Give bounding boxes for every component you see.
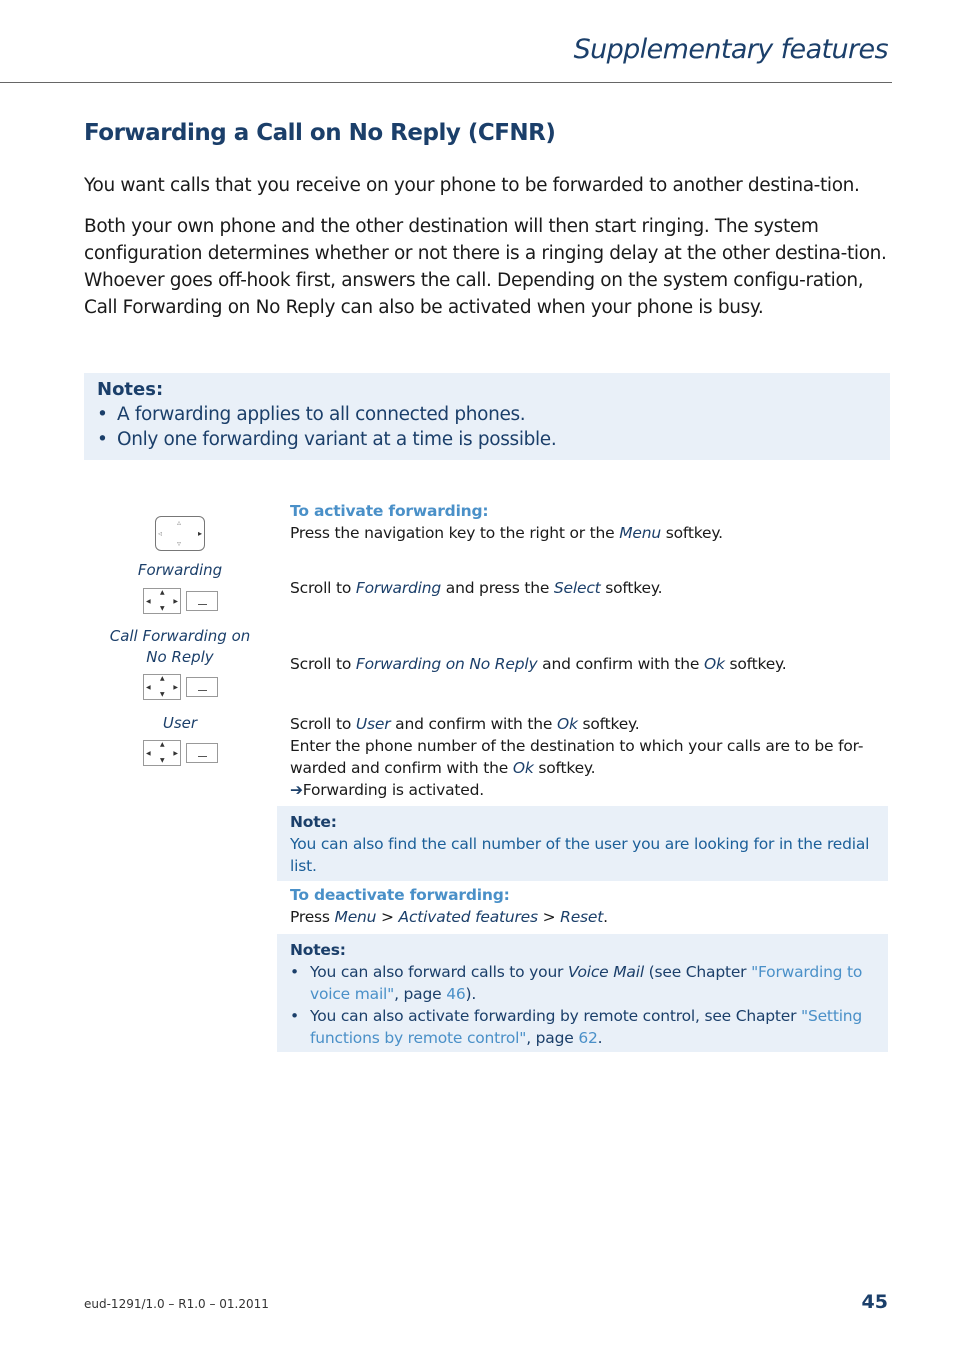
- notes-title: Notes:: [97, 379, 164, 400]
- notes-box: [84, 373, 890, 460]
- navigation-softkey-icon: ▲ ▼ ◀ ▶: [143, 674, 219, 700]
- section-title: Forwarding a Call on No Reply (CFNR): [84, 120, 556, 146]
- step-4: Scroll to User and confirm with the Ok softkey. Enter the phone number of the destination to which your calls are to be for-warded and confirm with the Ok softkey. ➔Forwarding is activated.: [290, 713, 880, 801]
- notes-item: • A forwarding applies to all connected phones.: [97, 402, 877, 427]
- arrow-right-icon: ➔: [290, 781, 303, 799]
- deactivate-steps: [290, 884, 880, 928]
- header-rule: [0, 82, 892, 83]
- menu-label-cfnr: Call Forwarding on No Reply: [109, 627, 251, 666]
- link-forwarding-to-voice-mail[interactable]: "Forwarding to voice mail": [310, 963, 863, 1003]
- note-title: Note:: [290, 813, 337, 831]
- navigation-key-icon: ▵ ▿ ◃ ▸: [155, 516, 205, 551]
- navigation-softkey-icon: ▲ ▼ ◀ ▶: [143, 740, 219, 766]
- notes-bottom-title: Notes:: [290, 941, 346, 959]
- step-2: Scroll to Forwarding and press the Select softkey.: [290, 579, 663, 597]
- deactivate-title: To deactivate forwarding:: [290, 886, 510, 904]
- running-header: Supplementary features: [573, 34, 888, 65]
- notes-item: • Only one forwarding variant at a time is possible.: [97, 427, 877, 452]
- link-page-46[interactable]: 46: [446, 985, 466, 1003]
- notes-bottom-item-2: • You can also activate forwarding by remote control, see Chapter "Setting functions by remote control", page 62.: [290, 1005, 875, 1049]
- link-setting-functions[interactable]: "Setting functions by remote control": [310, 1007, 863, 1047]
- step-result: ➔Forwarding is activated.: [290, 781, 484, 799]
- page-number: 45: [861, 1291, 888, 1313]
- note-box: [277, 806, 888, 881]
- navigation-softkey-icon: ▲ ▼ ◀ ▶: [143, 588, 219, 614]
- deactivate-step: Press Menu > Activated features > Reset.: [290, 908, 608, 926]
- step-1: Press the navigation key to the right or the Menu softkey.: [290, 524, 723, 542]
- intro-paragraph-1: You want calls that you receive on your phone to be forwarded to another destina-tion.: [84, 175, 860, 196]
- step-5: Enter the phone number of the destination to which your calls are to be for-warded and confirm with the Ok softkey.: [290, 737, 864, 777]
- link-page-62[interactable]: 62: [578, 1029, 598, 1047]
- notes-bottom-item-1: • You can also forward calls to your Voice Mail (see Chapter "Forwarding to voice mail", page 46).: [290, 961, 875, 1005]
- menu-label-forwarding: Forwarding: [137, 561, 223, 579]
- activate-title: To activate forwarding:: [290, 502, 489, 520]
- intro-text: [84, 172, 890, 335]
- notes-bottom-box: [277, 934, 888, 1052]
- activate-steps: [290, 500, 880, 544]
- intro-paragraph-2: Both your own phone and the other destination will then start ringing. The system configuration determines whether or not there is a ringing delay at the other destina-tion. Whoever goes off-hook first, answers the call. Depending on the system configu-ration, Call Forwarding on No Reply can also be activated when your phone is busy.: [84, 216, 887, 318]
- menu-label-user: User: [162, 714, 198, 732]
- footer-doc-id: eud-1291/1.0 – R1.0 – 01.2011: [84, 1297, 269, 1311]
- note-text: You can also find the call number of the user you are looking for in the redial list.: [290, 835, 870, 875]
- step-3: Scroll to Forwarding on No Reply and confirm with the Ok softkey.: [290, 655, 787, 673]
